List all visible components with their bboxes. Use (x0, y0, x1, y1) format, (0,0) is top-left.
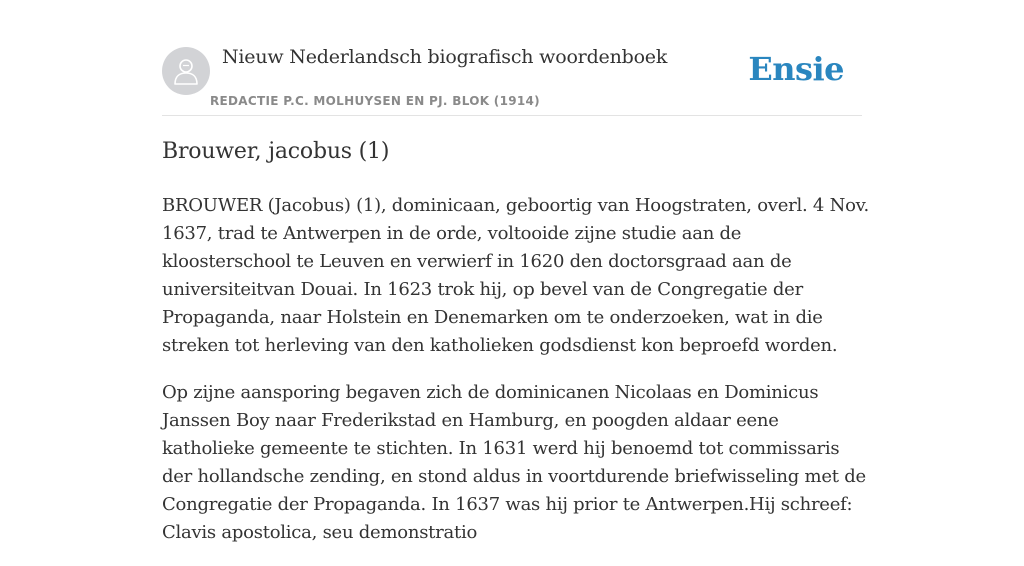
source-title[interactable]: Nieuw Nederlandsch biografisch woordenboek (222, 46, 668, 68)
source-subtitle: REDACTIE P.C. MOLHUYSEN EN PJ. BLOK (1914) (210, 94, 540, 108)
article-title: Brouwer, jacobus (1) (162, 139, 390, 164)
ensie-logo[interactable]: Ensie (748, 50, 844, 88)
article-body (162, 192, 874, 566)
user-icon (173, 57, 199, 85)
avatar[interactable] (162, 47, 210, 95)
article-paragraph: BROUWER (Jacobus) (1), dominicaan, geboortig van Hoogstraten, overl. 4 Nov. 1637, trad te Antwerpen in de orde, voltooide zijne studie aan de kloosterschool te Leuven en verwierf in 1620 den doctorsgraad aan de universiteitvan Douai. In 1623 trok hij, op bevel van de Congregatie der Propaganda, naar Holstein en Denemarken om te onderzoeken, wat in die streken tot herleving van den katholieken godsdienst kon beproefd worden. (162, 195, 869, 356)
article-paragraph: Op zijne aansporing begaven zich de dominicanen Nicolaas en Dominicus Janssen Boy naar Frederikstad en Hamburg, en poogden aldaar eene katholieke gemeente te stichten. In 1631 werd hij benoemd tot commissaris der hollandsche zending, en stond aldus in voortdurende briefwisseling met de Congregatie der Propaganda. In 1637 was hij prior te Antwerpen.Hij schreef: Clavis apostolica, seu demonstratio (162, 382, 866, 543)
source-header (162, 46, 862, 116)
